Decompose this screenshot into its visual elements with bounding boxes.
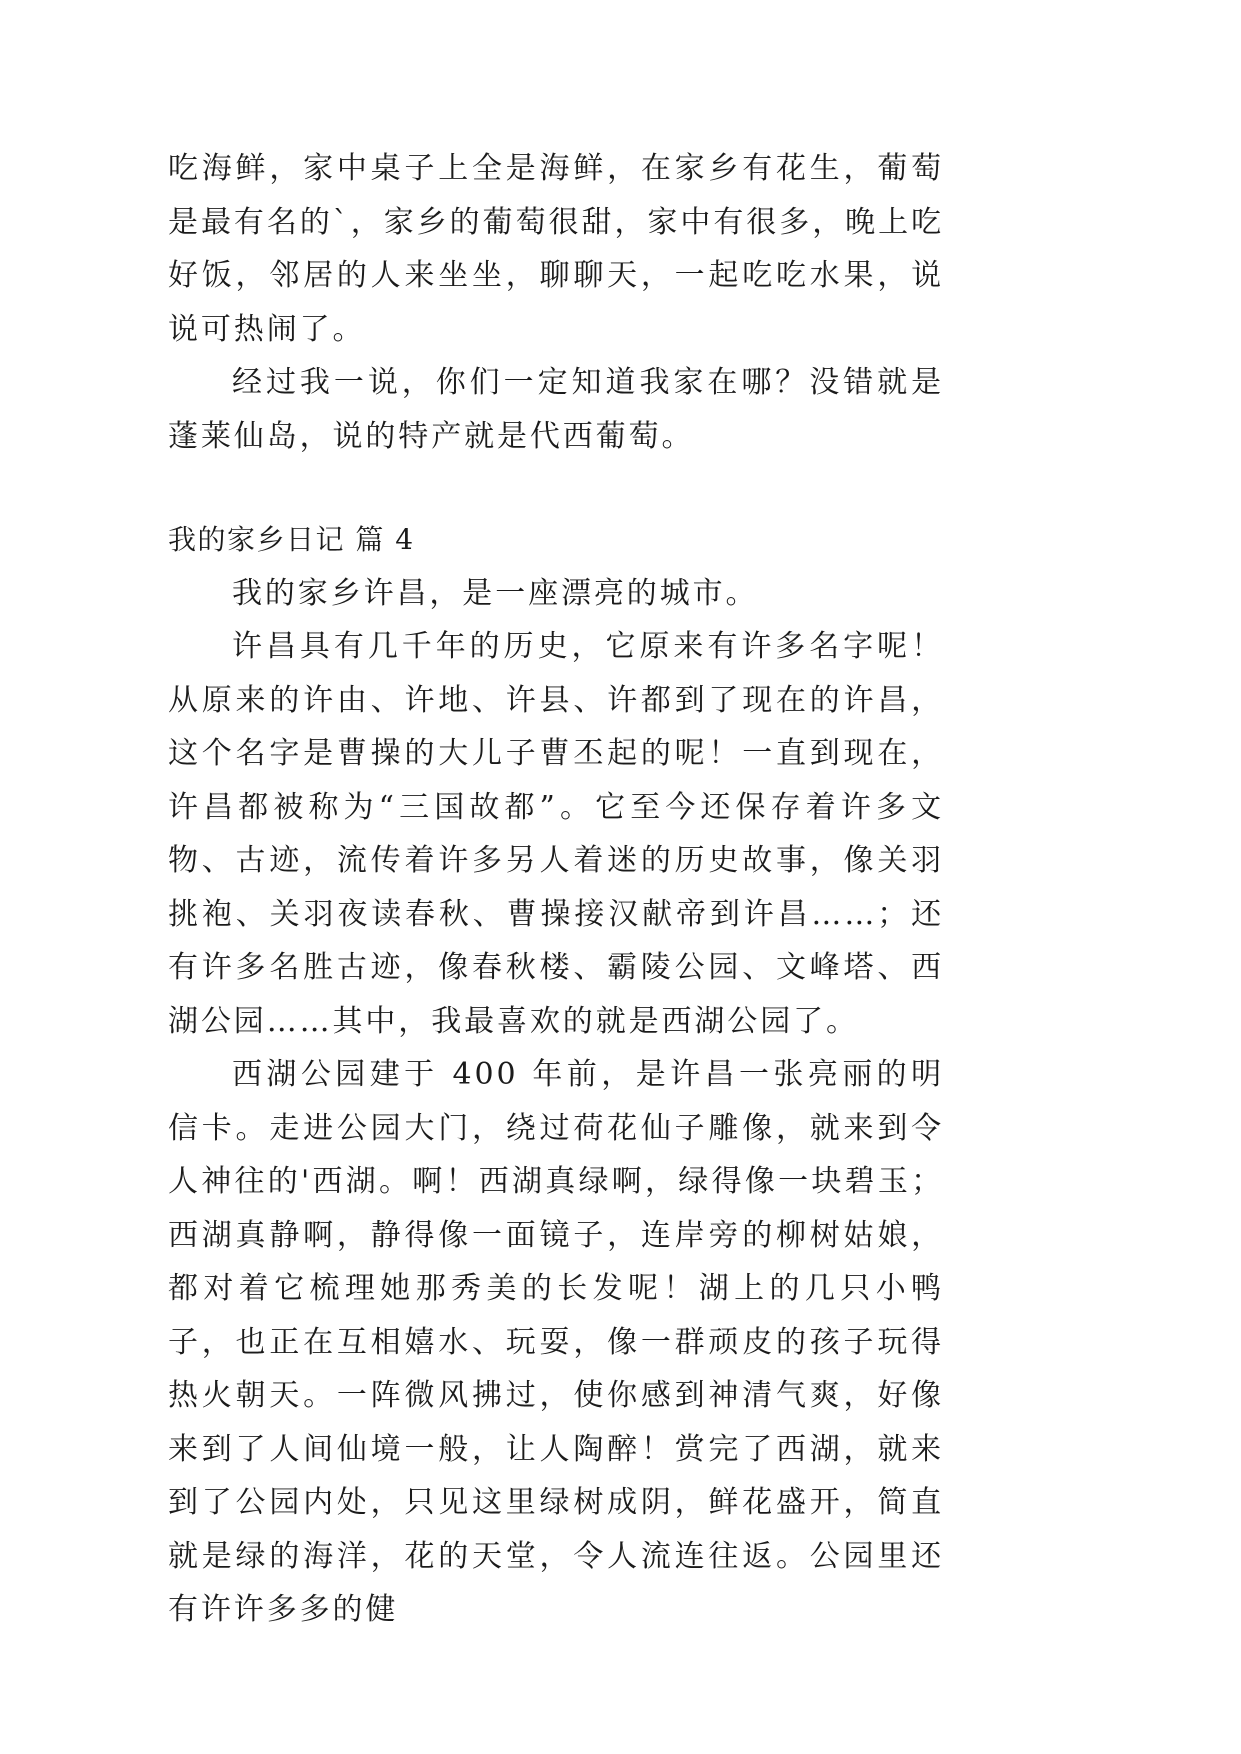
section-spacer bbox=[168, 463, 944, 513]
paragraph-seafood-continuation: 吃海鲜，家中桌子上全是海鲜，在家乡有花生，葡萄是最有名的`，家乡的葡萄很甜，家中有很多，晚上吃好饭，邻居的人来坐坐，聊聊天，一起吃吃水果，说说可热闹了。 bbox=[168, 151, 944, 347]
document-body bbox=[168, 142, 944, 1637]
paragraph-penglai: 经过我一说，你们一定知道我家在哪？没错就是蓬莱仙岛，说的特产就是代西葡萄。 bbox=[168, 365, 944, 454]
section-heading: 我的家乡日记 篇 4 bbox=[168, 523, 415, 556]
paragraph-xuchang-history: 许昌具有几千年的历史，它原来有许多名字呢！从原来的许由、许地、许县、许都到了现在的许昌，这个名字是曹操的大儿子曹丕起的呢！一直到现在，许昌都被称为“三国故都”。它至今还保存着许多文物、古迹，流传着许多另人着迷的历史故事，像关羽挑袍、关羽夜读春秋、曹操接汉献帝到许昌……；还有许多名胜古迹，像春秋楼、霸陵公园、文峰塔、西湖公园……其中，我最喜欢的就是西湖公园了。 bbox=[168, 629, 944, 1039]
paragraph-west-lake-park: 西湖公园建于 400 年前，是许昌一张亮丽的明信卡。走进公园大门，绕过荷花仙子雕像，就来到令人神往的'西湖。啊！西湖真绿啊，绿得像一块碧玉；西湖真静啊，静得像一面镜子，连岸旁的柳树姑娘，都对着它梳理她那秀美的长发呢！湖上的几只小鸭子，也正在互相嬉水、玩耍，像一群顽皮的孩子玩得热火朝天。一阵微风拂过，使你感到神清气爽，好像来到了人间仙境一般，让人陶醉！赏完了西湖，就来到了公园内处，只见这里绿树成阴，鲜花盛开，简直就是绿的海洋，花的天堂，令人流连往返。公园里还有许许多多的健 bbox=[168, 1057, 944, 1627]
paragraph-xuchang-intro: 我的家乡许昌，是一座漂亮的城市。 bbox=[232, 575, 759, 611]
